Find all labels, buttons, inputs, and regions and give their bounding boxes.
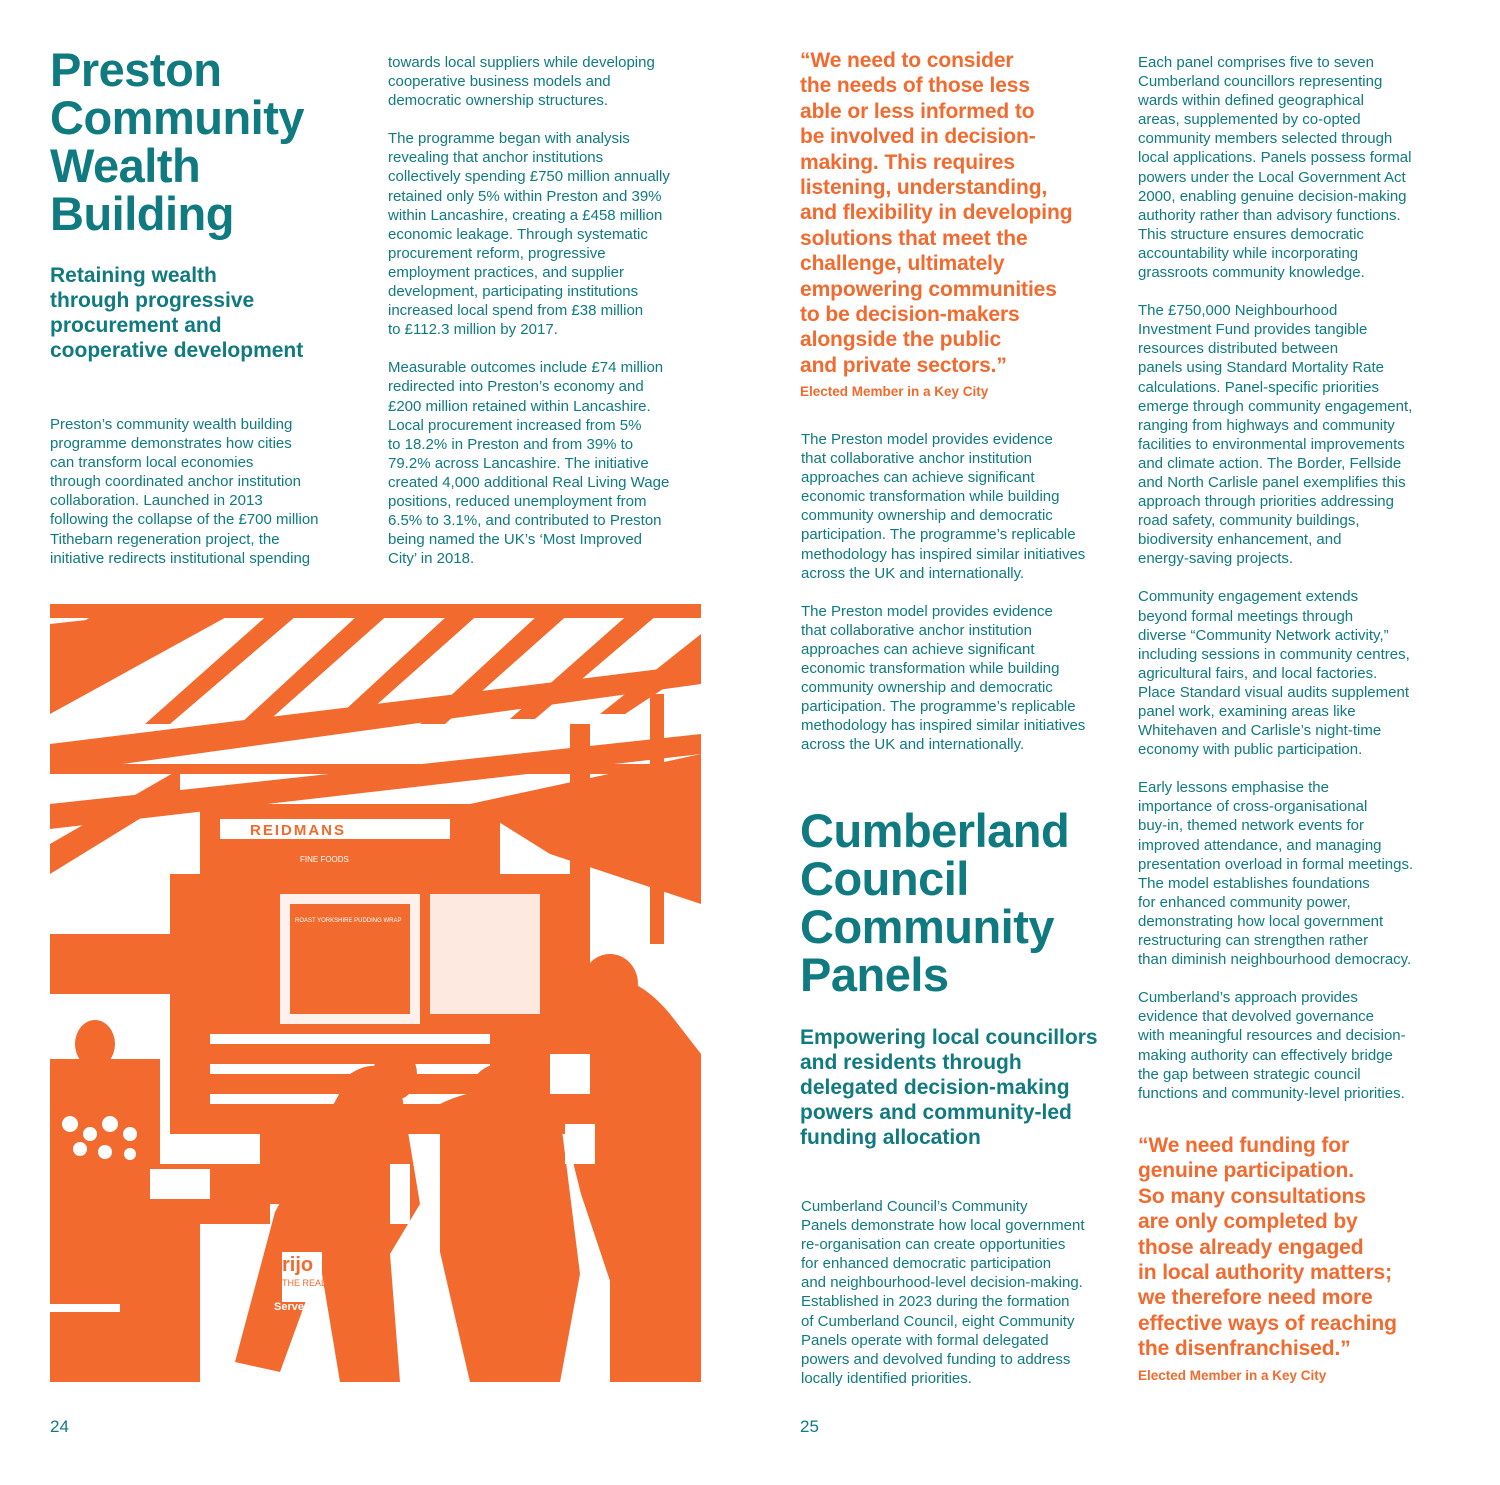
text-line: are only completed by: [1138, 1210, 1358, 1234]
text-line: following the collapse of the £700 million: [50, 511, 319, 529]
subtitle-preston: [50, 263, 303, 363]
text-line: wards within defined geographical: [1138, 92, 1364, 110]
intro-cumberland: [801, 1197, 1085, 1388]
text-line: resources distributed between: [1138, 340, 1339, 358]
text-line: Building: [50, 187, 234, 240]
text-line: collectively spending £750 million annually: [388, 168, 670, 186]
text-line: of Cumberland Council, eight Community: [801, 1312, 1075, 1330]
text-line: genuine participation.: [1138, 1159, 1354, 1183]
text-line: energy-saving projects.: [1138, 550, 1294, 568]
text-line: programme demonstrates how cities: [50, 435, 292, 453]
text-line: that collaborative anchor institution: [801, 621, 1032, 639]
text-line: that collaborative anchor institution: [801, 450, 1032, 468]
text-line: participation. The programme’s replicable: [801, 698, 1076, 716]
text-line: Established in 2023 during the formation: [801, 1293, 1070, 1311]
subtitle-cumberland: [800, 1025, 1098, 1150]
text-line: approach through priorities addressing: [1138, 493, 1394, 511]
text-line: Preston’s community wealth building: [50, 416, 293, 433]
text-line: methodology has inspired similar initiatives: [801, 545, 1086, 563]
text-line: development, participating institutions: [388, 283, 639, 301]
text-line: functions and community-level priorities.: [1138, 1084, 1405, 1102]
text-line: Preston: [50, 43, 222, 96]
text-line: economy with public participation.: [1138, 741, 1363, 759]
text-line: demonstrating how local government: [1138, 912, 1384, 930]
text-line: calculations. Panel-specific priorities: [1138, 378, 1379, 396]
text-line: the disenfranchised.”: [1138, 1337, 1351, 1361]
text-line: participation. The programme’s replicable: [801, 526, 1076, 544]
text-line: procurement and: [50, 314, 222, 337]
text-line: Measurable outcomes include £74 million: [388, 359, 664, 377]
text-line: importance of cross-organisational: [1138, 798, 1368, 816]
text-line: positions, reduced unemployment from: [388, 492, 647, 510]
paragraph: [801, 430, 1085, 583]
text-line: The programme began with analysis: [388, 130, 630, 148]
text-line: we therefore need more: [1138, 1286, 1373, 1310]
text-line: 79.2% across Lancashire. The initiative: [388, 454, 649, 472]
rio-sub: THE REAL: [282, 1278, 327, 1288]
text-line: evidence that devolved governance: [1138, 1008, 1375, 1026]
text-line: Cumberland’s approach provides: [1138, 989, 1358, 1007]
paragraph: [388, 129, 708, 339]
text-line: agricultural fairs, and local factories.: [1138, 664, 1378, 682]
text-line: powers under the Local Government Act: [1138, 168, 1406, 186]
text-line: with meaningful resources and decision-: [1138, 1027, 1406, 1045]
text-line: and North Carlisle panel exemplifies this: [1138, 473, 1406, 491]
text-line: Community: [50, 91, 304, 144]
text-line: 2000, enabling genuine decision-making: [1138, 187, 1407, 205]
text-line: Retaining wealth: [50, 264, 217, 287]
text-line: across the UK and internationally.: [801, 736, 1025, 754]
paragraph: [388, 358, 708, 568]
served-sign: Served H: [274, 1301, 322, 1313]
text-line: alongside the public: [800, 328, 1002, 352]
text-line: Cumberland councillors representing: [1138, 73, 1383, 91]
text-line: Council: [800, 852, 969, 905]
page-number-left: 24: [50, 1417, 69, 1436]
text-line: to be decision-makers: [800, 303, 1020, 327]
text-line: funding allocation: [800, 1126, 981, 1149]
text-line: approaches can achieve significant: [801, 640, 1035, 658]
quote-attribution: Elected Member in a Key City: [800, 384, 989, 400]
text-line: employment practices, and supplier: [388, 263, 624, 281]
text-line: economic transformation while building: [801, 660, 1060, 678]
paragraph: [388, 53, 708, 110]
text-line: including sessions in community centres,: [1138, 645, 1410, 663]
text-line: Community: [800, 900, 1054, 953]
text-line: So many consultations: [1138, 1184, 1366, 1208]
text-line: effective ways of reaching: [1138, 1311, 1397, 1335]
text-line: restructuring can strengthen rather: [1138, 932, 1369, 950]
quote-text: [800, 48, 1072, 378]
intro-preston: [50, 415, 319, 568]
text-line: listening, understanding,: [800, 176, 1048, 200]
text-line: and private sectors.”: [800, 353, 1007, 377]
text-line: in local authority matters;: [1138, 1261, 1393, 1285]
text-line: towards local suppliers while developing: [388, 54, 655, 71]
text-line: buy-in, themed network events for: [1138, 817, 1364, 835]
text-line: making. This requires: [800, 150, 1015, 174]
text-line: economic transformation while building: [801, 488, 1060, 506]
text-line: ranging from highways and community: [1138, 416, 1395, 434]
text-line: delegated decision-making: [800, 1076, 1070, 1099]
text-line: Cumberland Council’s Community: [801, 1198, 1028, 1215]
text-line: making authority can effectively bridge: [1138, 1046, 1393, 1064]
text-line: local applications. Panels possess formal: [1138, 149, 1412, 167]
text-line: those already engaged: [1138, 1235, 1364, 1259]
column-preston-body: [388, 53, 708, 587]
pull-quote-1: [800, 48, 1072, 399]
text-line: Place Standard visual audits supplement: [1138, 683, 1409, 701]
column-cumberland-body: [1138, 53, 1413, 1122]
text-line: able or less informed to: [800, 99, 1035, 123]
quote-attribution: Elected Member in a Key City: [1138, 1367, 1327, 1383]
text-line: presentation overload in formal meetings.: [1138, 855, 1414, 873]
text-line: facilities to environmental improvements: [1138, 435, 1405, 453]
text-line: and climate action. The Border, Fellside: [1138, 454, 1402, 472]
text-line: community ownership and democratic: [801, 507, 1053, 525]
text-line: “We need to consider: [800, 49, 1014, 72]
text-line: Early lessons emphasise the: [1138, 779, 1329, 797]
page-number-right: 25: [800, 1417, 819, 1436]
text-line: panel work, examining areas like: [1138, 703, 1356, 720]
text-line: Tithebarn regeneration project, the: [50, 530, 280, 548]
text-line: Cumberland: [800, 804, 1070, 857]
text-line: across the UK and internationally.: [801, 564, 1025, 582]
text-line: to £112.3 million by 2017.: [388, 321, 558, 339]
text-line: initiative redirects institutional spending: [50, 549, 311, 567]
text-line: the gap between strategic council: [1138, 1065, 1361, 1083]
text-line: This structure ensures democratic: [1138, 225, 1364, 243]
text-line: and flexibility in developing: [800, 201, 1073, 225]
text-line: redirected into Preston’s economy and: [388, 378, 644, 396]
text-line: road safety, community buildings,: [1138, 512, 1360, 530]
text-line: Each panel comprises five to seven: [1138, 54, 1374, 71]
text-line: approaches can achieve significant: [801, 469, 1035, 487]
rio-sign: rijo: [282, 1254, 314, 1276]
shop-sign: REIDMANS: [250, 822, 347, 839]
text-line: and residents through: [800, 1051, 1022, 1074]
text-line: methodology has inspired similar initiatives: [801, 717, 1086, 735]
text-line: £200 million retained within Lancashire.: [388, 397, 651, 415]
text-line: panels using Standard Mortality Rate: [1138, 359, 1384, 377]
text-line: retained only 5% within Preston and 39%: [388, 187, 662, 205]
paragraph: [1138, 587, 1413, 759]
evidence-column: [801, 430, 1085, 774]
text-line: revealing that anchor institutions: [388, 149, 604, 167]
text-line: powers and devolved funding to address: [801, 1350, 1071, 1368]
text-line: Wealth: [50, 139, 201, 192]
text-line: re-organisation can create opportunities: [801, 1236, 1066, 1254]
text-line: through progressive: [50, 289, 255, 312]
text-line: than diminish neighbourhood democracy.: [1138, 951, 1412, 969]
text-line: Panels operate with formal delegated: [801, 1331, 1049, 1349]
text-line: Empowering local councillors: [800, 1026, 1098, 1049]
text-line: democratic ownership structures.: [388, 92, 609, 110]
text-line: through coordinated anchor institution: [50, 473, 302, 491]
text-line: improved attendance, and managing: [1138, 836, 1382, 854]
text-line: Investment Fund provides tangible: [1138, 321, 1368, 339]
text-line: community ownership and democratic: [801, 679, 1053, 697]
text-line: areas, supplemented by co-opted: [1138, 111, 1361, 129]
text-line: to 18.2% in Preston and from 39% to: [388, 435, 634, 453]
text-line: empowering communities: [800, 277, 1057, 301]
text-line: The model establishes foundations: [1138, 874, 1370, 892]
text-line: emerge through community engagement,: [1138, 397, 1413, 415]
paragraph: [1138, 53, 1413, 282]
text-line: Local procurement increased from 5%: [388, 416, 642, 434]
text-line: The £750,000 Neighbourhood: [1138, 302, 1338, 320]
text-line: solutions that meet the: [800, 226, 1028, 250]
text-line: being named the UK’s ‘Most Improved: [388, 531, 643, 549]
text-line: City’ in 2018.: [388, 550, 475, 568]
text-line: collaboration. Launched in 2013: [50, 492, 263, 510]
text-line: beyond formal meetings through: [1138, 607, 1354, 625]
text-line: diverse “Community Network activity,”: [1138, 626, 1389, 644]
text-line: biodiversity enhancement, and: [1138, 531, 1342, 549]
text-line: Panels: [800, 948, 949, 1001]
text-line: The Preston model provides evidence: [801, 431, 1053, 448]
text-line: locally identified priorities.: [801, 1369, 972, 1387]
text-line: Panels demonstrate how local government: [801, 1217, 1085, 1235]
text-line: for enhanced democratic participation: [801, 1255, 1052, 1273]
text-line: be involved in decision-: [800, 125, 1036, 149]
shop-sign-sub: FINE FOODS: [300, 855, 349, 864]
text-line: and neighbourhood-level decision-making.: [801, 1274, 1083, 1292]
market-photo: [50, 604, 701, 1382]
text-line: for enhanced community power,: [1138, 893, 1351, 911]
text-line: the needs of those less: [800, 74, 1030, 98]
text-line: accountability while incorporating: [1138, 244, 1359, 262]
paragraph: [1138, 778, 1413, 969]
menu-board: ROAST YORKSHIRE PUDDING WRAP: [295, 918, 402, 924]
paragraph: [1138, 301, 1413, 568]
page-title-cumberland: [800, 804, 1070, 1001]
page-title-preston: [50, 43, 304, 240]
pull-quote-2: [1138, 1133, 1397, 1383]
text-line: community members selected through: [1138, 130, 1393, 148]
text-line: powers and community-led: [800, 1101, 1072, 1124]
paragraph: [1138, 988, 1413, 1103]
text-line: grassroots community knowledge.: [1138, 264, 1365, 282]
text-line: The Preston model provides evidence: [801, 602, 1053, 620]
paragraph: [801, 602, 1085, 755]
text-line: Whitehaven and Carlisle’s night-time: [1138, 722, 1382, 740]
text-line: economic leakage. Through systematic: [388, 225, 648, 243]
text-line: authority rather than advisory functions.: [1138, 206, 1401, 224]
quote-text: [1138, 1133, 1397, 1362]
text-line: increased local spend from £38 million: [388, 302, 644, 320]
text-line: Community engagement extends: [1138, 588, 1359, 606]
text-line: “We need funding for: [1138, 1134, 1350, 1157]
text-line: cooperative business models and: [388, 73, 611, 91]
text-line: within Lancashire, creating a £458 million: [388, 206, 663, 224]
text-line: cooperative development: [50, 339, 304, 362]
text-line: challenge, ultimately: [800, 252, 1005, 276]
text-line: can transform local economies: [50, 454, 254, 472]
text-line: procurement reform, progressive: [388, 244, 606, 262]
text-line: 6.5% to 3.1%, and contributed to Preston: [388, 512, 662, 530]
text-line: created 4,000 additional Real Living Wage: [388, 473, 670, 491]
